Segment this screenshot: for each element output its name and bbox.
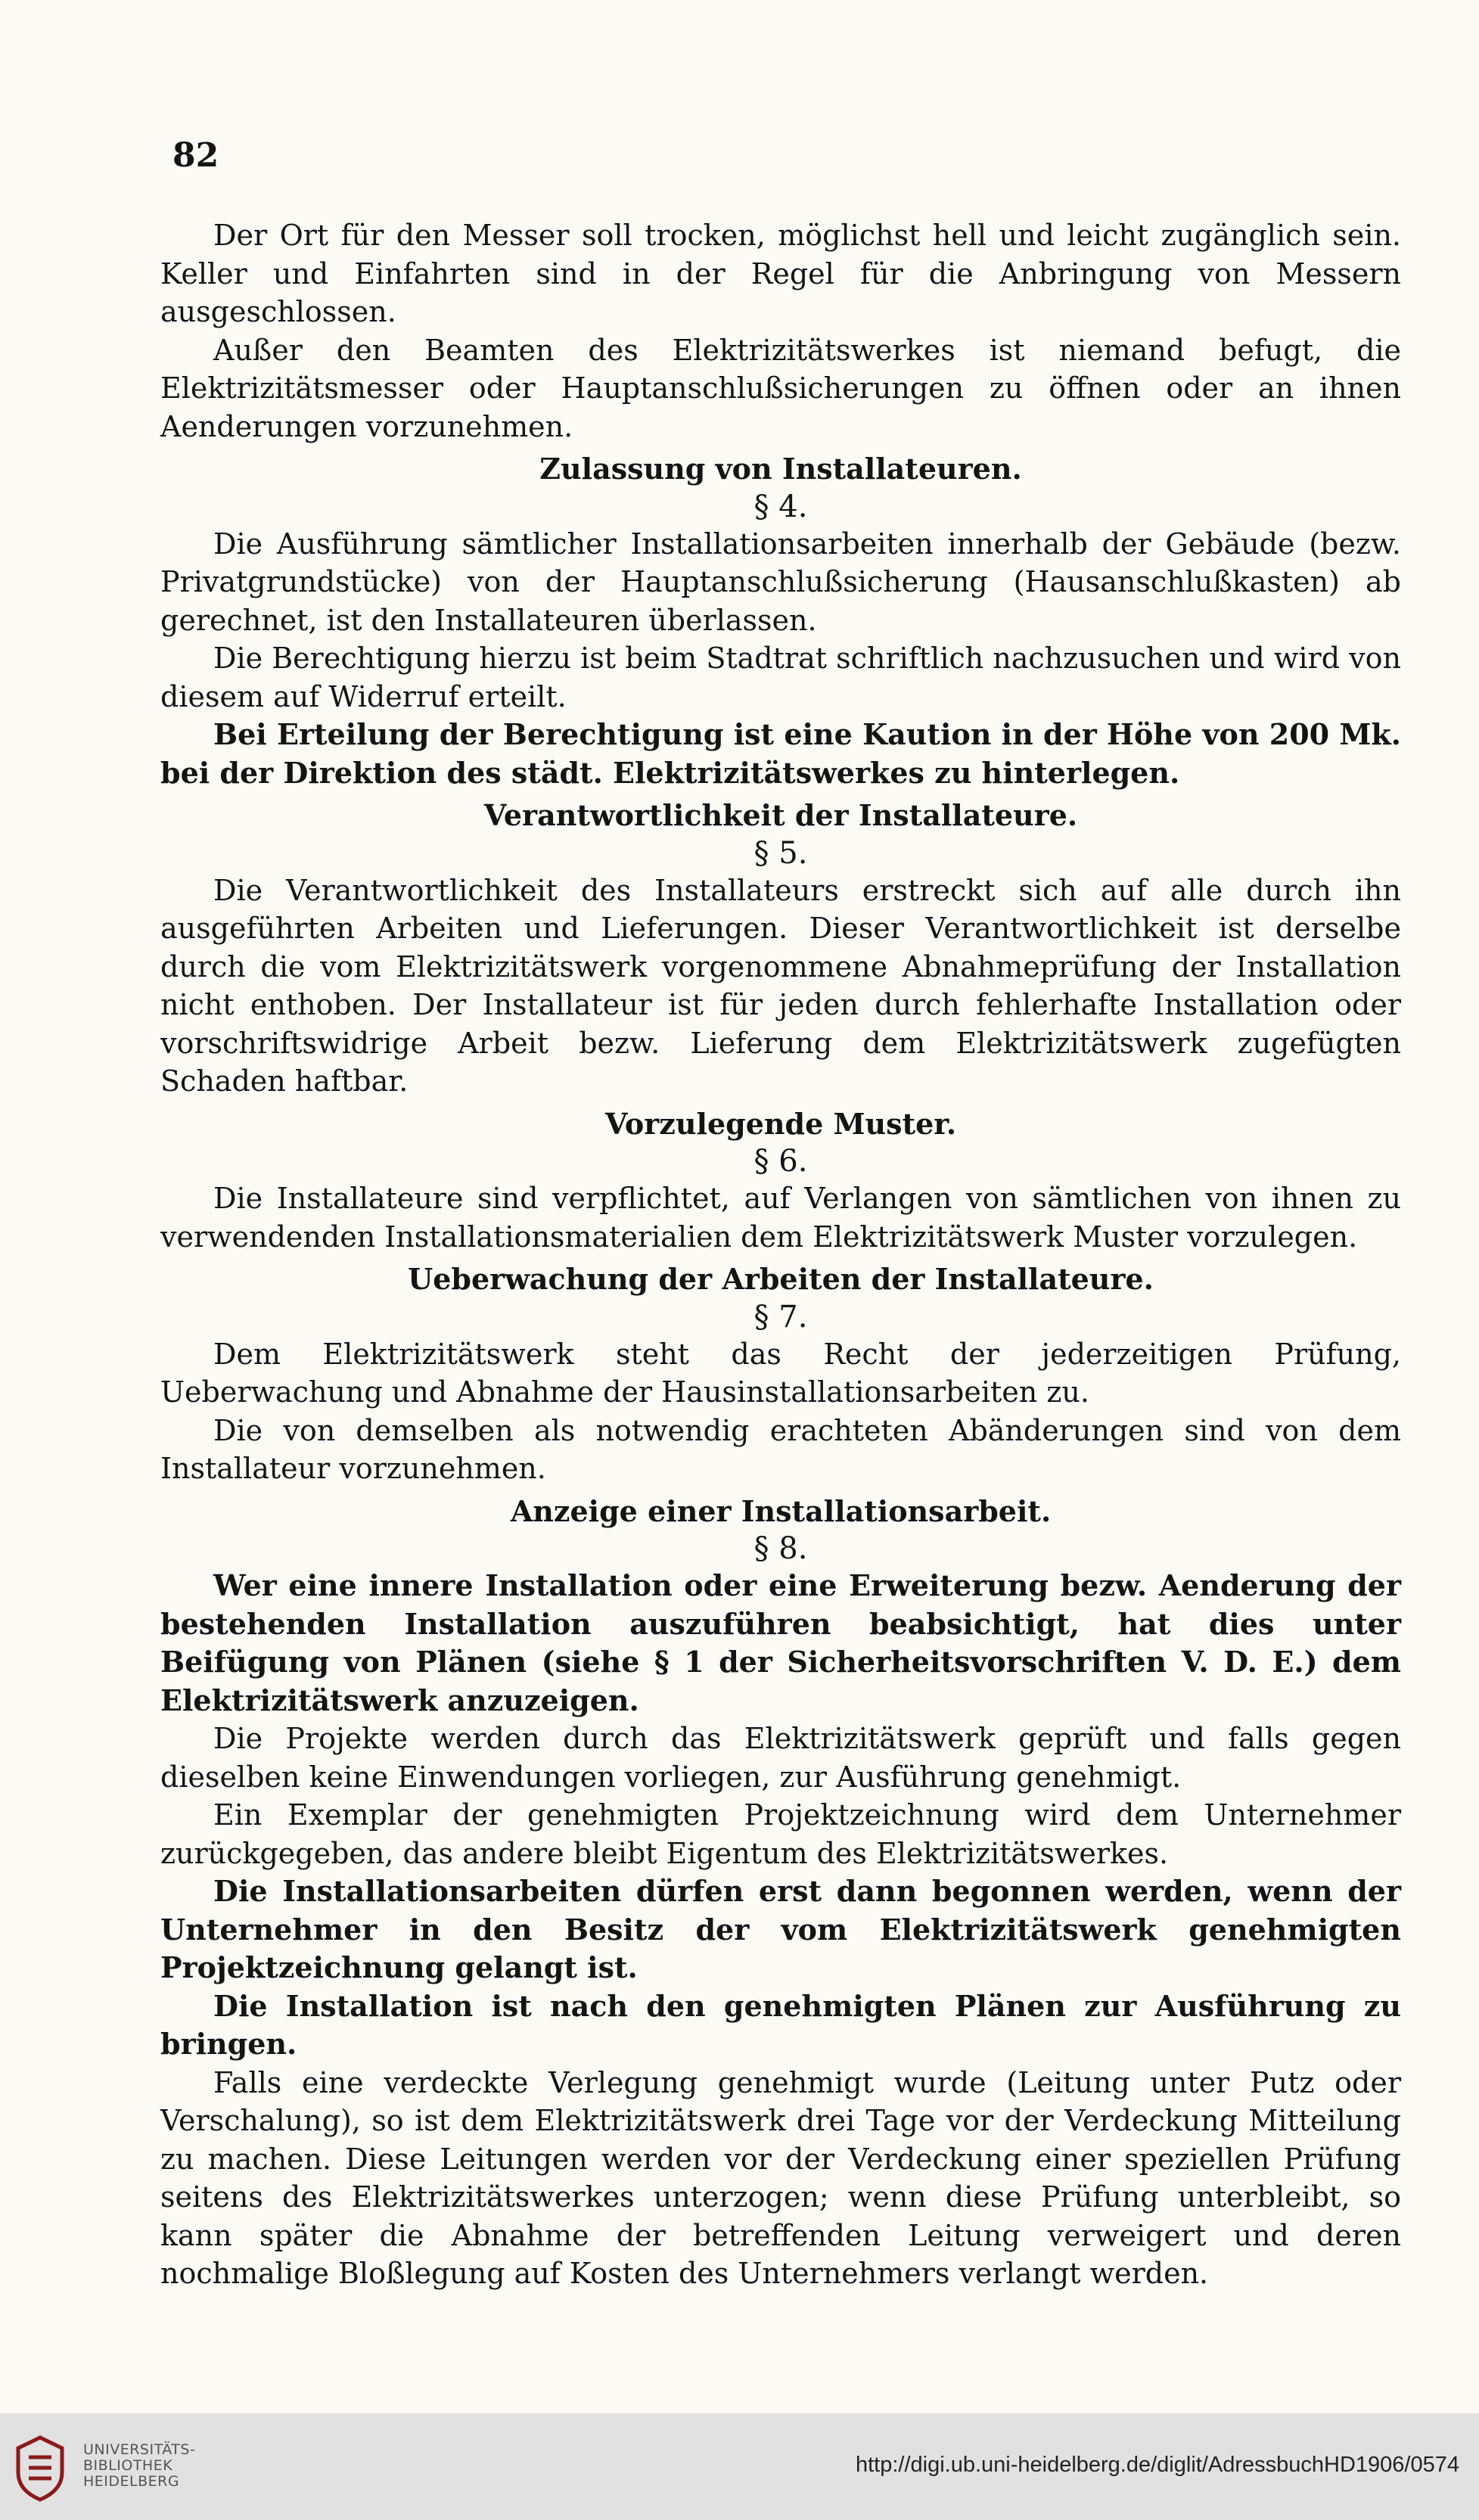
bold-paragraph: Die Installationsarbeiten dürfen erst dann begonnen werden, wenn der Unternehmer in den Besitz der vom Elektrizitätswerk genehmigten Projektzeichnung gelangt ist. [160, 1874, 1401, 1984]
section-number: § 8. [753, 1531, 808, 1566]
section-heading: Zulassung von Installateuren. [539, 452, 1022, 486]
section-number: § 5. [753, 835, 808, 871]
bold-paragraph: Die Installation ist nach den genehmigten Plänen zur Ausführung zu bringen. [160, 1988, 1401, 2061]
paragraph: Die Projekte werden durch das Elektrizitätswerk geprüft und falls gegen dieselben keine Einwendungen vorliegen, zur Ausführung genehmigt. [160, 1722, 1401, 1794]
document-body [160, 216, 1401, 2293]
page-number: 82 [172, 136, 219, 175]
paragraph: Der Ort für den Messer soll trocken, möglichst hell und leicht zugänglich sein. Keller und Einfahrten sind in der Regel für die Anbringung von Messern ausgeschlossen. [160, 219, 1401, 328]
paragraph: Ein Exemplar der genehmigten Projektzeichnung wird dem Unternehmer zurückgegeben, das andere bleibt Eigentum des Elektrizitätswerkes. [160, 1798, 1401, 1870]
section-number: § 4. [753, 489, 808, 524]
paragraph: Die Berechtigung hierzu ist beim Stadtrat schriftlich nachzusuchen und wird von diesem auf Widerruf erteilt. [160, 642, 1401, 713]
section-heading: Vorzulegende Muster. [604, 1106, 957, 1141]
section-heading: Ueberwachung der Arbeiten der Installateure. [408, 1262, 1154, 1296]
paragraph: Falls eine verdeckte Verlegung genehmigt wurde (Leitung unter Putz oder Verschalung), so ist dem Elektrizitätswerk drei Tage vor der Verdeckung Mitteilung zu machen. Diese Leitungen werden vor der Verdeckung einer speziellen Prüfung seitens des Elektrizitätswerkes unterzogen; wenn diese Prüfung unterbleibt, so kann später die Abnahme der betreffenden Leitung verweigert und deren nochmalige Bloßlegung auf Kosten des Unternehmers verlangt werden. [160, 2065, 1401, 2290]
paragraph: Die Ausführung sämtlicher Installationsarbeiten innerhalb der Gebäude (bezw. Privatgrundstücke) von der Hauptanschlußsicherung (Hausanschlußkasten) ab gerechnet, ist den Installateuren überlassen. [160, 527, 1401, 637]
permalink-url[interactable]: http://digi.ub.uni-heidelberg.de/diglit/AdressbuchHD1906/0574 [855, 2453, 1459, 2477]
university-seal-icon [14, 2435, 67, 2503]
paragraph: Die Installateure sind verpflichtet, auf Verlangen von sämtlichen von ihnen zu verwendenden Installationsmaterialien dem Elektrizitätswerk Muster vorzulegen. [160, 1182, 1401, 1254]
paragraph: Dem Elektrizitätswerk steht das Recht der jederzeitigen Prüfung, Ueberwachung und Abnahme der Hausinstallationsarbeiten zu. [160, 1337, 1401, 1409]
paragraph: Außer den Beamten des Elektrizitätswerkes ist niemand befugt, die Elektrizitätsmesser oder Hauptanschlußsicherungen zu öffnen oder an ihnen Aenderungen vorzunehmen. [160, 333, 1401, 443]
section-number: § 6. [753, 1144, 808, 1179]
section-heading: Anzeige einer Installationsarbeit. [510, 1493, 1052, 1528]
library-name [83, 2442, 195, 2490]
library-name-line: UNIVERSITÄTS- [83, 2441, 196, 2458]
library-name-line: HEIDELBERG [83, 2473, 180, 2490]
bold-paragraph: Bei Erteilung der Berechtigung ist eine Kaution in der Höhe von 200 Mk. bei der Direktion des städt. Elektrizitätswerkes zu hinterlegen. [160, 717, 1401, 790]
paragraph: Die Verantwortlichkeit des Installateurs erstreckt sich auf alle durch ihn ausgeführten Arbeiten und Lieferungen. Dieser Verantwortlichkeit ist derselbe durch die vom Elektrizitätswerk vorgenommene Abnahmeprüfung der Installation nicht enthoben. Der Installateur ist für jeden durch fehlerhafte Installation oder vorschriftswidrige Arbeit bezw. Lieferung dem Elektrizitätswerk zugefügten Schaden haftbar. [160, 873, 1401, 1098]
viewer-footer [0, 2413, 1479, 2520]
paragraph: Die von demselben als notwendig erachteten Abänderungen sind von dem Installateur vorzunehmen. [160, 1413, 1401, 1485]
library-name-line: BIBLIOTHEK [83, 2457, 173, 2474]
bold-paragraph: Wer eine innere Installation oder eine Erweiterung bezw. Aenderung der bestehenden Installation auszuführen beabsichtigt, hat dies unter Beifügung von Plänen (siehe § 1 der Sicherheitsvorschriften V. D. E.) dem Elektrizitätswerk anzuzeigen. [160, 1568, 1401, 1717]
section-heading: Verantwortlichkeit der Installateure. [483, 798, 1078, 832]
section-number: § 7. [753, 1299, 808, 1335]
